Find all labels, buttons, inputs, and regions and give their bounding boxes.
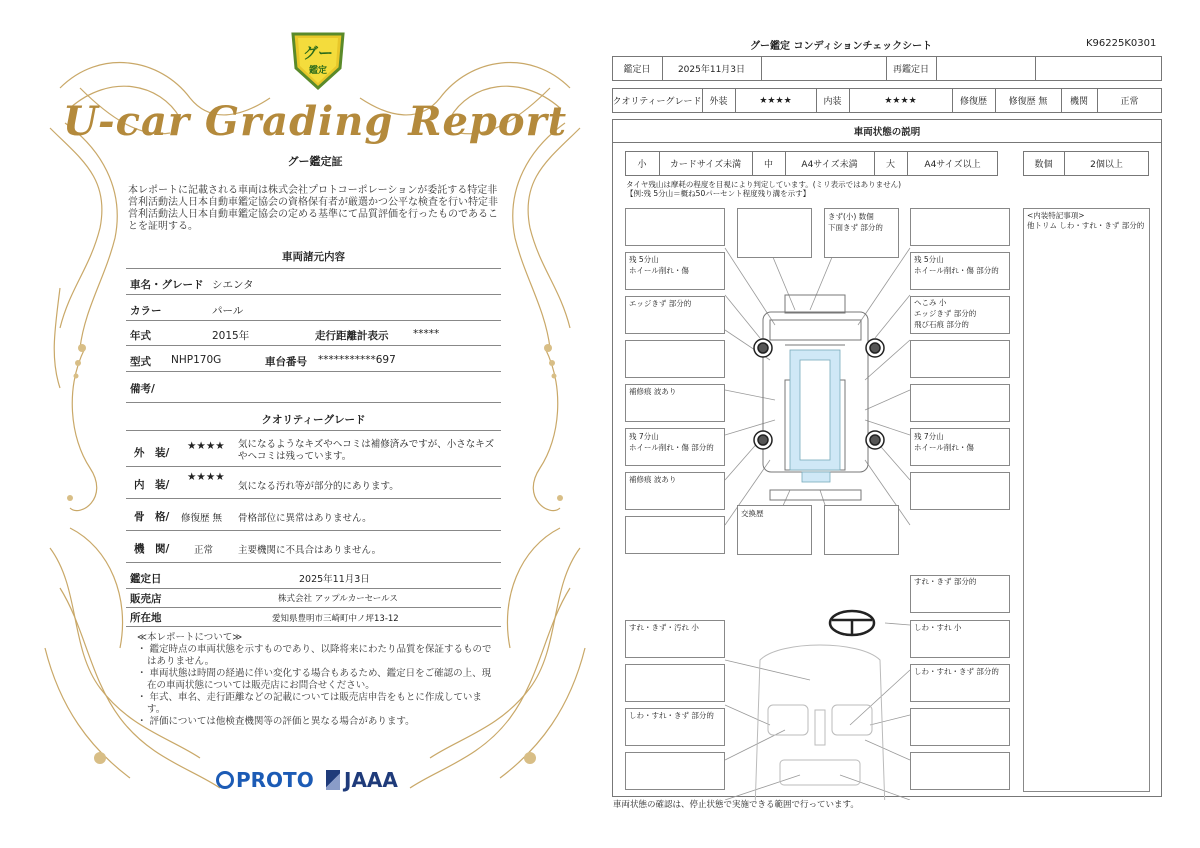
proto-logo (216, 768, 314, 792)
svg-text:鑑定: 鑑定 (308, 66, 328, 76)
engine-label: 機関 (1069, 97, 1088, 107)
repair-label: 修復歴 (959, 97, 987, 107)
repair-value: 修復歴 無 (1008, 97, 1048, 107)
note-item: ・ 評価については他検査機関等の評価と異なる場合があります。 (137, 716, 415, 727)
engine-value: 正常 (1120, 97, 1139, 107)
sheet-title: グー鑑定 コンディションチェックシート (750, 41, 933, 52)
quality-grade-label: クオリティーグレード (612, 97, 702, 107)
model-label: 型式 (130, 356, 151, 368)
divider (126, 268, 501, 269)
tire-example-note: 【例:残 5分山＝概ね50パーセント程度残り溝を示す】 (626, 189, 811, 198)
note-item: ・ 車両状態は時間の経過に伴い変化する場合もあるため、鑑定日をご確認の上、現在の車両状態については販売店にお問合せください。 (137, 668, 492, 691)
exterior-comment: 気になるようなキズやヘコミは補修済みですが、小さなキズやヘコミは残っています。 (238, 439, 495, 462)
address-value: 愛知県豊明市三崎町中ノ坪13-12 (272, 614, 399, 624)
note-item: ・ 年式、車名、走行距離などの記載については販売店申告をもとに作成しています。 (137, 692, 482, 715)
remarks-label: 備考/ (130, 383, 155, 395)
car-name-label: 車名・グレード (130, 279, 204, 291)
dealer-value: 株式会社 アップルカーセールス (278, 594, 398, 604)
legend-large-desc: A4サイズ以上 (924, 160, 981, 170)
jaaa-mark-icon (326, 770, 340, 790)
address-label: 所在地 (130, 612, 162, 624)
frame-label: 骨 格/ (134, 511, 170, 523)
engine-label: 機 関/ (134, 543, 170, 555)
interior-label: 内装 (823, 97, 842, 107)
damage-box (625, 516, 725, 554)
quality-heading: クオリティーグレード (261, 414, 366, 426)
damage-box (910, 708, 1010, 746)
right-front-label: へこみ 小 エッジきず 部分的 飛び石痕 部分的 (914, 298, 977, 329)
divider (126, 294, 501, 295)
dealer-label: 販売店 (130, 593, 162, 605)
legend-small-desc: カードサイズ未満 (669, 160, 742, 170)
divider (126, 402, 501, 403)
damage-box (910, 752, 1010, 790)
left-mid-label: 補修痕 波あり (629, 387, 677, 396)
damage-box (625, 208, 725, 246)
top-center-label: きず(小) 数個 下面きず 部分的 (828, 212, 883, 232)
interior-r2-label: しわ・すれ・きず 部分的 (914, 667, 999, 676)
legend-heading: 車両状態の説明 (853, 126, 921, 138)
frame-grade: 修復歴 無 (181, 513, 223, 524)
color-label: カラー (130, 305, 162, 317)
report-script-title: U-car Grading Report (62, 98, 568, 145)
engine-comment: 主要機関に不具合はありません。 (238, 545, 382, 556)
divider (126, 430, 501, 431)
note-item: ・ 鑑定時点の車両状態を示すものであり、以降将来にわたり品質を保証するものではありません。 (137, 644, 492, 667)
interior-l1-label: すれ・きず・汚れ 小 (629, 623, 699, 632)
left-rear-label: 補修痕 波あり (629, 475, 677, 484)
rear-center-label: 交換歴 (741, 509, 764, 518)
year-value: 2015年 (212, 330, 250, 342)
jaaa-brand-text: JAAA (344, 768, 398, 792)
legend-small: 小 (637, 160, 647, 170)
tire-note: タイヤ残山は摩耗の程度を目視により判定しています。(ミリ表示ではありません) (626, 180, 902, 189)
color-value: パール (212, 305, 244, 317)
damage-box (910, 472, 1010, 510)
damage-box (625, 664, 725, 702)
divider (126, 371, 501, 372)
exterior-label: 外装 (709, 97, 728, 107)
divider (126, 530, 501, 531)
left-front-label: エッジきず 部分的 (629, 299, 692, 308)
special-notes-text: 他トリム しわ・すれ・きず 部分的 (1027, 221, 1145, 230)
divider (126, 607, 501, 608)
reinspect-label: 再鑑定日 (892, 65, 929, 75)
legend-count: 数個 (1034, 160, 1053, 170)
steering-label: すれ・きず 部分的 (914, 577, 977, 586)
specs-heading: 車両諸元内容 (282, 251, 345, 263)
divider (126, 588, 501, 589)
inspection-date-value: 2025年11月3日 (299, 574, 370, 585)
legend-mid-desc: A4サイズ未満 (801, 160, 858, 170)
rr-tire-label: 残 7分山 ホイール削れ・傷 (914, 432, 974, 452)
fr-tire-label: 残 5分山 ホイール削れ・傷 部分的 (914, 255, 999, 275)
damage-box (910, 208, 1010, 246)
date-value: 2025年11月3日 (677, 65, 746, 75)
rl-tire-label: 残 7分山 ホイール削れ・傷 部分的 (629, 432, 714, 452)
divider (126, 498, 501, 499)
damage-box (910, 340, 1010, 378)
interior-r1-label: しわ・すれ 小 (914, 623, 962, 632)
sheet-footer-note: 車両状態の確認は、停止状態で実施できる範囲で行っています。 (613, 800, 859, 810)
proto-brand-text: PROTO (236, 768, 314, 792)
date-label: 鑑定日 (623, 65, 651, 75)
divider (126, 626, 501, 627)
fl-tire-label: 残 5分山 ホイール削れ・傷 (629, 255, 689, 275)
interior-grade: ★★★★ (884, 95, 917, 106)
divider (126, 320, 501, 321)
document-id: K96225K0301 (1086, 38, 1157, 49)
chassis-value: ***********697 (318, 354, 396, 366)
damage-box (910, 384, 1010, 422)
odometer-label: 走行距離計表示 (315, 330, 389, 342)
frame-comment: 骨格部位に異常はありません。 (238, 513, 372, 524)
model-value: NHP170G (171, 354, 222, 366)
odometer-value: ***** (413, 328, 440, 340)
inspection-date-label: 鑑定日 (130, 573, 162, 585)
interior-special-notes (1023, 208, 1150, 792)
car-name-value: シエンタ (212, 279, 254, 291)
interior-grade: ★★★★ (187, 471, 225, 483)
svg-text:グー: グー (302, 44, 334, 62)
exterior-label: 外 装/ (134, 447, 170, 459)
certificate-statement: 本レポートに記載される車両は株式会社プロトコーポレーションが委託する特定非営利活動法人日本自動車鑑定協会の資格保有者が厳選かつ公平な検査を行い特定非営利活動法人日本自動車鑑定協会の定める基準にて品質評価を行ったものであることを証明する。 (128, 185, 498, 232)
special-notes-heading: <内装特記事項> (1027, 211, 1085, 220)
damage-box (824, 505, 899, 555)
engine-grade: 正常 (194, 545, 214, 556)
divider (126, 562, 501, 563)
legend-mid: 中 (763, 160, 773, 170)
chassis-label: 車台番号 (265, 356, 307, 368)
steering-wheel-icon (830, 611, 874, 635)
condition-check-sheet (610, 30, 1165, 820)
notes-heading: ≪本レポートについて≫ (137, 632, 243, 643)
divider (126, 466, 501, 467)
exterior-grade: ★★★★ (759, 95, 792, 106)
legend-count-desc: 2個以上 (1090, 160, 1123, 170)
divider (613, 142, 1161, 143)
interior-label: 内 装/ (134, 479, 170, 491)
damage-box (737, 208, 812, 258)
damage-box (625, 340, 725, 378)
interior-comment: 気になる汚れ等が部分的にあります。 (238, 481, 399, 492)
certificate-title: グー鑑定証 (287, 155, 343, 168)
report-notes (137, 632, 497, 728)
exterior-grade: ★★★★ (187, 440, 225, 452)
interior-l2-label: しわ・すれ・きず 部分的 (629, 711, 714, 720)
year-label: 年式 (130, 330, 151, 342)
proto-mark-icon (216, 771, 234, 789)
legend-large: 大 (885, 160, 895, 170)
divider (126, 345, 501, 346)
jaaa-logo (326, 768, 398, 792)
grading-certificate (40, 28, 590, 818)
goo-kantei-badge (288, 28, 348, 92)
damage-box (625, 752, 725, 790)
